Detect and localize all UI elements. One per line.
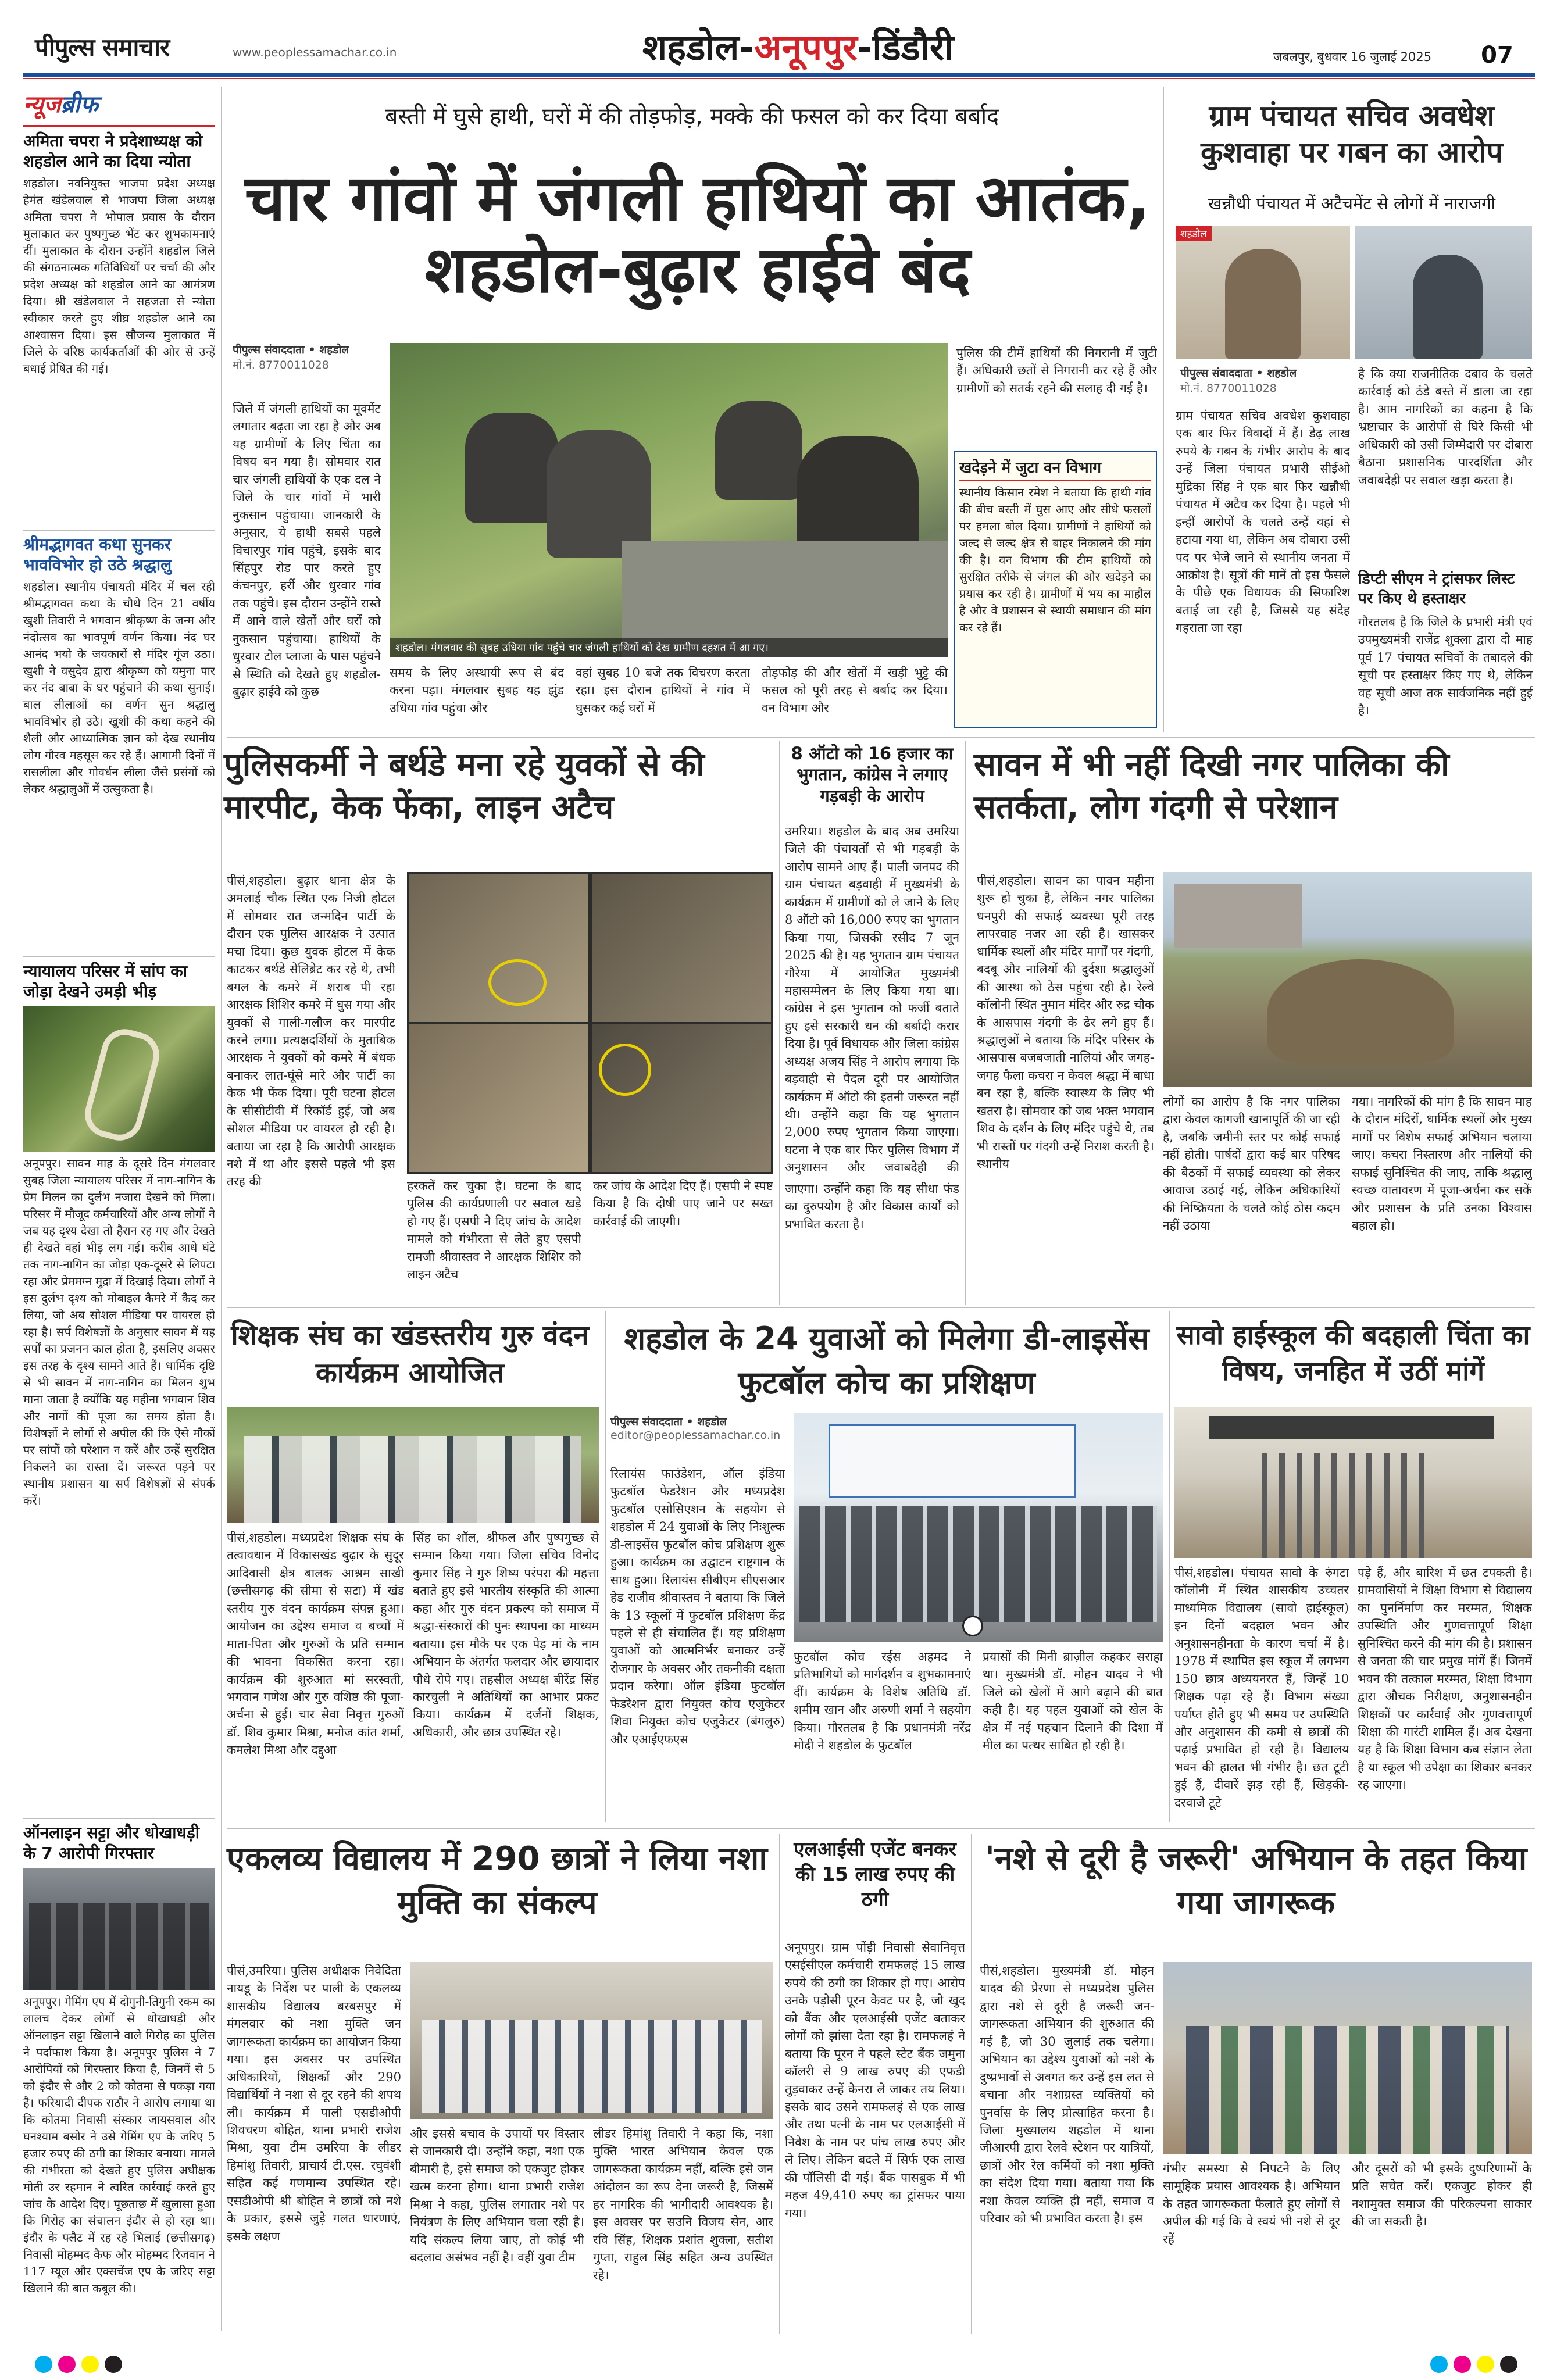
page-number: 07 (1481, 42, 1513, 69)
brief-item (23, 1818, 215, 2331)
footer-registration-bar (0, 2349, 1557, 2380)
shikshak-col1: पीसं,शहडोल। मध्यप्रदेश शिक्षक संघ के तत्वावधान में विकासखंड बुढ़ार के सुदूर आदिवासी क्षेत्र बालक आश्रम साखी (छत्तीसगढ़ की सीमा से सटा) में खंड स्तरीय गुरु वंदन कार्यक्रम संपन्न हुआ। आयोजन का उद्देश्य समाज व बच्चों में माता-पिता और गुरुओं के प्रति सम्मान की भावना विकसित करना रहा। कार्यक्रम की शुरुआत मां सरस्वती, भगवान गणेश और गुरु वशिष्ठ की पूजा-अर्चना से हुई। चार सेवा निवृत्त गुरुओं डॉ. शिव कुमार मिश्रा, मनोज कांत शर्मा, कमलेश मिश्रा और दद्दुआ (227, 1531, 404, 1757)
railway-awareness-photo[interactable] (1163, 1962, 1532, 2154)
brief-text: शहडोल। स्थानीय पंचायती मंदिर में चल रही श्रीमद्भागवत कथा के चौथे दिन 21 वर्षीय खुशी तिवारी ने भगवान श्रीकृष्ण के जन्म और नंदोत्सव का भावपूर्ण वर्णन किया। नंद घर आनंद भयो के जयकारों से मंदिर गूंज उठा। खुशी ने वसुदेव द्वारा श्रीकृष्ण को यमुना पार कर नंद बाबा के घर पहुंचाने की कथा सुनाई। बाल लीलाओं का वर्णन सुन श्रद्धालु भावविभोर हो उठे। खुशी की कथा कहने की शैली और आध्यात्मिक ज्ञान को देख स्थानीय लोग गौरव महसूस कर रहे हैं। आगामी दिनों में रासलीला और गोवर्धन लीला जैसे प्रसंगों को लेकर श्रद्धालुओं में उत्सुकता है। (23, 580, 215, 796)
sawan-col1: पीसं,शहडोल। सावन का पावन महीना शुरू हो चुका है, लेकिन नगर पालिका धनपुरी की सफाई व्यवस्था पूरी तरह लापरवाह नजर आ रही है। खासकर धार्मिक स्थलों और मंदिर मार्गों पर गंदगी, बदबू और नालियों की दुर्दशा श्रद्धालुओं की आस्था को ठेस पहुंचा रही है। रेल्वे कॉलोनी स्थित नुमान मंदिर और रुद्र चौक के आसपास गंदगी के ढेर लगे हुए हैं। श्रद्धालुओं ने बताया कि मंदिर परिसर के आसपास बजबजाती नालियां और जगह-जगह फैला कचरा न केवल श्रद्धा में बाधा बन रहा है, बल्कि स्वास्थ्य के लिए भी खतरा है। सोमवार को जब भक्त भगवान शिव के दर्शन के लिए मंदिर पहुंचे थे, तब भी रास्तों पर गंदगी उन्हें निराश करती है। स्थानीय (977, 874, 1154, 1171)
section-divider (227, 1828, 1535, 1829)
secretary-byline (1180, 365, 1349, 395)
congress-col2: जाएगा। उन्होंने कहा कि यह सीधा फंड का दुरुपयोग है और विकास कार्यों को प्रभावित करता है। (785, 1182, 959, 1231)
news-brief-label (23, 87, 215, 119)
elephant-2 (547, 430, 651, 558)
football-team-photo[interactable] (794, 1413, 1163, 1642)
highlight-circle (488, 959, 547, 1006)
elephant-1 (465, 413, 558, 523)
lead-col1: जिले में जंगली हाथियों का मूवमेंट लगातार बढ़ता जा रहा है और अब यह ग्रामीणों के लिए चिंता का विषय बन गया है। सोमवार रात चार जंगली हाथियों के एक दल ने जिले के चार गांवों में भारी नुकसान पहुंचाया। जानकारी के अनुसार, ये हाथी सबसे पहले विचारपुर गांव पहुंचे, इसके बाद सिंहपुर रोड पार करते हुए कंचनपुर, हर्री और धुरवार गांव तक पहुंचे। इस दौरान उन्होंने रास्ते में आने वाले खेतों और घरों को नुकसान पहुंचाया। हाथियों के धुरवार टोल प्लाजा के पास पहुंचने से स्थिति को देखते हुए शहडोल-बुढ़ार हाईवे को कुछ (233, 402, 381, 699)
elephant-photo-caption: शहडोल। मंगलवार की सुबह उधिया गांव पहुंचे चार जंगली हाथियों को देख ग्रामीण दहशत में आ गए। (390, 638, 948, 657)
cctv-photo-grid[interactable] (407, 872, 773, 1174)
elephant-photo[interactable] (390, 343, 948, 657)
nasha-col3: और दूसरों को भी इसके दुष्परिणामों के प्रति सचेत करें। एकजुट होकर ही नशामुक्त समाज की परिकल्पना साकार की जा सकती है। (1352, 2161, 1532, 2229)
students-rows (422, 2020, 762, 2113)
lead-sidebar-headline[interactable]: खदेड़ने में जुटा वन विभाग (959, 456, 1151, 481)
registration-swatch (1454, 2356, 1471, 2373)
football-col1: रिलायंस फाउंडेशन, ऑल इंडिया फुटबॉल फेडरेशन और मध्यप्रदेश फुटबॉल एसोसिएशन के सहयोग से शहडोल में 24 युवाओं के लिए निःशुल्क डी-लाइसेंस फुटबॉल कोच प्रशिक्षण शुरू हुआ। कार्यक्रम का उद्घाटन राष्ट्रगान के साथ हुआ। रिलायंस सीबीएम सीएसआर हेड राजीव श्रीवास्तव ने बताया कि जिले के 13 स्कूलों में फुटबॉल प्रशिक्षण केंद्र पहले से ही संचालित हैं। यह प्रशिक्षण युवाओं को आत्मनिर्भर बनाकर उन्हें रोजगार के अवसर और तकनीकी दक्षता प्रदान करेगा। ऑल इंडिया फुटबॉल फेडरेशन द्वारा नियुक्त कोच एजुकेटर शिवा नियुक्त कोच एजुकेटर (बंगलुरु) और एआईएफएस (610, 1467, 785, 1746)
registration-swatch (58, 2356, 76, 2373)
snake-photo[interactable] (23, 1006, 215, 1152)
elephant-3 (715, 401, 802, 500)
secretary-col2b: गौरतलब है कि जिले के प्रभारी मंत्री एवं उपमुख्यमंत्री राजेंद्र शुक्ला द्वारा दो माह पूर्व 17 पंचायत सचिवों के तबादले की सूची पर हस्ताक्षर किए गए थे, लेकिन वह सूची आज तक सार्वजनिक नहीं हुई है। (1358, 615, 1533, 718)
football-col3: प्रयासों की मिनी ब्राज़ील कहकर सराहा था। मुख्यमंत्री डॉ. मोहन यादव ने भी जिले को खेलों में आगे बढ़ाने की बात कही है। यह पहल युवाओं को खेल के क्षेत्र में नई पहचान दिलाने की दिशा में मील का पत्थर साबित हो रही है। (983, 1650, 1163, 1753)
column-divider (1163, 87, 1164, 732)
police-col2: हरकतें कर चुका है। घटना के बाद पुलिस की कार्यप्रणाली पर सवाल खड़े हो गए हैं। एसपी ने दिए जांच के आदेश मामले को गंभीरता से लेते हुए एसपी रामजी श्रीवास्तव ने आरक्षक शिशिर को लाइन अटैच (407, 1179, 581, 1282)
sawo-col1: पीसं,शहडोल। पंचायत सावो के रुंगटा कॉलोनी में स्थित शासकीय उच्चतर माध्यमिक विद्यालय (सावो हाईस्कूल) इन दिनों बदहाल भवन और अनुशासनहीनता के कारण चर्चा में है। 1978 में स्थापित इस स्कूल में लगभग 150 छात्र अध्ययनरत हैं, जिन्हें 10 शिक्षक पढ़ा रहे हैं। विभाग संख्या पर्याप्त होते हुए भी समय पर उपस्थिति और अनुशासन की कमी से छात्रों की पढ़ाई प्रभावित हो रही है। विद्यालय भवन की हालत भी गंभीर है। छत टूटी हुई हैं, दीवारें झड़ रही हैं, खिड़की-दरवाजे टूटे (1174, 1566, 1349, 1810)
secretary-subhead: खन्नौधी पंचायत में अटैचमेंट से लोगों में नाराजगी (1208, 194, 1496, 213)
school-photo[interactable] (1174, 1407, 1532, 1558)
brief-text: अनूपपुर। सावन माह के दूसरे दिन मंगलवार सुबह जिला न्यायालय परिसर में नाग-नागिन के प्रेम मिलन का दुर्लभ नजारा देखने को मिला। परिसर में मौजूद कर्मचारियों और अन्य लोगों ने जब यह दृश्य देखा तो हैरान रह गए और देखते ही देखते वहां भीड़ लग गई। करीब आधे घंटे तक नाग-नागिन का जोड़ा एक-दूसरे से लिपटा रहा और प्रेममग्न मुद्रा में दिखाई दिया। लोगों ने इस दुर्लभ दृश्य को मोबाइल कैमरे में कैद कर लिया, जो अब सोशल मीडिया पर वायरल हो रहा है। सर्प विशेषज्ञों के अनुसार सावन में यह सर्पों का प्रजनन काल होता है, इसलिए अक्सर इस तरह के दृश्य सामने आते हैं। धार्मिक दृष्टि से भी सावन में नाग-नागिन का मिलन शुभ माना जाता है क्योंकि यह महीना भगवान शिव और नागों की पूजा का समय होता है। विशेषज्ञों ने लोगों से अपील की कि ऐसे मौकों पर सांपों को परेशान न करें और उन्हें सुरक्षित निकलने का रास्ता दें। जरूरत पड़ने पर स्थानीय प्रशासन या सर्प विशेषज्ञों से संपर्क करें। (23, 1156, 215, 1507)
eklavya-col1: पीसं,उमरिया। पुलिस अधीक्षक निवेदिता नायडू के निर्देश पर पाली के एकलव्य शासकीय विद्यालय बरबसपुर में मंगलवार को नशा मुक्ति जन जागरूकता कार्यक्रम का आयोजन किया गया। इस अवसर पर उपस्थित अधिकारियों, शिक्षकों और 290 विद्यार्थियों ने नशा से दूर रहने की शपथ ली। कार्यक्रम में पाली एसडीओपी शिवचरण बोहित, थाना प्रभारी राजेश मिश्रा, युवा टीम उमरिया के लीडर हिमांशु तिवारी, प्राचार्य टी.एस. रघुवंशी सहित कई गणमान्य उपस्थित रहे। एसडीओपी श्री बोहित ने छात्रों को नशे के प्रकार, इससे जुड़े गलत धारणाएं, इसके लक्षण (227, 1964, 401, 2243)
secretary-col1: ग्राम पंचायत सचिव अवधेश कुशवाहा एक बार फिर विवादों में हैं। डेढ़ लाख रुपये के गबन के गंभीर आरोप के बाद उन्हें जिला पंचायत प्रभारी सीईओ मुद्रिका सिंह ने एक बार फिर खन्नौधी पंचायत में अटैच कर दिया है। पहले भी इन्हीं आरोपों के चलते उन्हें वहां से हटाया गया था, लेकिन अब दोबारा उसी पद पर भेजे जाने से स्थानीय जनता में आक्रोश है। सूत्रों की मानें तो इस फैसले के पीछे एक विधायक की सिफारिश बताई जा रही है, जिससे यह संदेह गहराता जा रहा (1176, 409, 1350, 635)
sawo-headline[interactable]: सावो हाईस्कूल की बदहाली चिंता का विषय, जनहित में उठीं मांगें (1176, 1319, 1530, 1387)
office-man-silhouette (1413, 255, 1483, 359)
registration-swatch (1500, 2356, 1517, 2373)
byline-email[interactable]: editor@peoplessamachar.co.in (610, 1429, 781, 1442)
brief-text: अनूपपुर। गेमिंग एप में दोगुनी-तिगुनी रकम का लालच देकर लोगों से धोखाधड़ी और ऑनलाइन सट्टा खिलाने वाले गिरोह का पुलिस ने पर्दाफाश किया है। अनूपपुर पुलिस ने 7 आरोपियों को गिरफ्तार किया है, जिनमें से 5 को इंदौर से और 2 को कोतमा से पकड़ा गया है। फरियादी दीपक राठौर ने आरोप लगाया था कि कोतमा निवासी संस्कार जायसवाल और घनश्याम बसोर ने उसे गेमिंग एप के जरिए 5 हजार रुपए की ठगी का शिकार बनाया। मामले की गंभीरता को देखते हुए पुलिस अधीक्षक मोती उर रहमान ने त्वरित कार्रवाई करते हुए जांच के आदेश दिए। पूछताछ में खुलासा हुआ कि गिरोह का संचालन इंदौर से हो रहा था। इंदौर के फ्लैट में रह रहे भिलाई (छत्तीसगढ़) निवासी मोहम्मद कैफ और मोहम्मद रिजवान ने 117 म्यूल और एक्सचेंज एप के जरिए सट्टा खिलाने की बात कबूल की। (23, 1995, 215, 2295)
eklavya-col2: और इससे बचाव के उपायों पर विस्तार से जानकारी दी। उन्होंने कहा, नशा एक बीमारी है, इसे समाज को एकजुट होकर खत्म करना होगा। थाना प्रभारी राजेश मिश्रा ने कहा, पुलिस लगातार नशे पर नियंत्रण के लिए अभियान चला रही है। यदि संकल्प लिया जाए, तो कोई भी बदलाव असंभव नहीं है। वहीं युवा टीम (410, 2127, 584, 2265)
news-brief-label-red: न्यूज (23, 91, 61, 118)
lead-sidebar-box (954, 451, 1157, 728)
section-divider (227, 737, 1535, 738)
shikshak-headline[interactable]: शिक्षक संघ का खंडस्तरीय गुरु वंदन कार्यक्रम आयोजित (231, 1319, 589, 1389)
people-group (1186, 2026, 1509, 2154)
eklavya-col3: लीडर हिमांशु तिवारी ने कहा कि, नशा मुक्ति भारत अभियान केवल एक जागरूकता कार्यक्रम नहीं, बल्कि इसे जन आंदोलन का रूप देना जरूरी है, जिसमें हर नागरिक की भागीदारी आवश्यक है। इस अवसर पर सउनि विजय सेन, आर रवि सिंह, शिक्षक प्रशांत शुक्ला, सतीश गुप्ता, राहुल सिंह सहित अन्य उपस्थित रहे। (593, 2127, 773, 2282)
eklavya-headline[interactable]: एकलव्य विद्यालय में 290 छात्रों ने लिया नशा मुक्ति का संकल्प (227, 1840, 767, 1922)
secretary-photo-left[interactable] (1176, 226, 1350, 359)
dateline: जबलपुर, बुधवार 16 जुलाई 2025 (1273, 50, 1432, 64)
police-col3: कर जांच के आदेश दिए हैं। एसपी ने स्पष्ट किया है कि दोषी पाए जाने पर सख्त कार्रवाई की जाएगी। (593, 1179, 773, 1228)
byline-number: मो.नं. 8770011028 (233, 359, 329, 371)
lead-col2: समय के लिए अस्थायी रूप से बंद करना पड़ा। मंगलवार सुबह यह झुंड उधिया गांव पहुंचा और (390, 666, 564, 715)
snake-shape (80, 1024, 165, 1145)
football-headline[interactable]: शहडोल के 24 युवाओं को मिलेगा डी-लाइसेंस फुटबॉल कोच का प्रशिक्षण (624, 1320, 1149, 1401)
sawan-headline[interactable]: सावन में भी नहीं दिखी नगर पालिका की सतर्कता, लोग गंदगी से परेशान (974, 746, 1449, 826)
nasha-col1: पीसं,शहडोल। मुख्यमंत्री डॉ. मोहन यादव की प्रेरणा से मध्यप्रदेश पुलिस द्वारा नशे से दूरी है जरूरी जन-जागरूकता अभियान की शुरुआत की गई है, जो 30 जुलाई तक चलेगा। अभियान का उद्देश्य युवाओं को नशे के दुष्प्रभावों से अवगत कर उन्हें इस लत से बचाना और नशाग्रस्त व्यक्तियों को पुनर्वास के लिए प्रोत्साहित करना है। जिला मुख्यालय शहडोल में थाना जीआरपी द्वारा रेलवे स्टेशन पर यात्रियों, छात्रों और रेल कर्मियों को नशा मुक्ति का संदेश दिया गया। बताया गया कि नशा केवल व्यक्ति ही नहीं, समाज व परिवार को भी प्रभावित करता है। इस (980, 1964, 1154, 2226)
byline-name: पीपुल्स संवाददाता • शहडोल (1180, 367, 1297, 380)
column-divider (1169, 1311, 1170, 1822)
newspaper-logo[interactable] (35, 30, 169, 65)
secretary-photo-right[interactable] (1355, 226, 1532, 359)
section-divider (227, 1307, 1535, 1308)
news-brief-column (23, 87, 215, 2331)
nasha-col2: गंभीर समस्या से निपटने के लिए सामूहिक प्रयास आवश्यक है। अभियान के तहत जागरूकता फैलाते हुए लोगों से अपील की गई कि वे स्वयं भी नशे से दूर रहें (1163, 2161, 1340, 2246)
brief-headline[interactable]: न्यायालय परिसर में सांप का जोड़ा देखने उमड़ी भीड़ (23, 962, 188, 1001)
secretary-subheadline[interactable]: डिप्टी सीएम ने ट्रांसफर लिस्ट पर किए थे हस्ताक्षर (1358, 570, 1515, 607)
registration-swatch (1430, 2356, 1448, 2373)
cctv-frame-3 (409, 1024, 588, 1172)
masthead (0, 0, 1557, 76)
masthead-rule (23, 73, 1535, 77)
students-oath-photo[interactable] (410, 1962, 773, 2119)
lic-headline[interactable]: एलआईसी एजेंट बनकर की 15 लाख रुपए की ठगी (794, 1838, 956, 1910)
sawan-col3: गया। नागरिकों की मांग है कि सावन माह के दौरान मंदिरों, धार्मिक स्थलों और मुख्य मार्गों पर विशेष सफाई अभियान चलाया जाए। कचरा निस्तारण और नालियों की सफाई सुनिश्चित की जाए, ताकि श्रद्धालु स्वच्छ वातावरण में पूजा-अर्चना कर सकें और प्रशासन के प्रति उनका विश्वास बहाल हो। (1352, 1095, 1532, 1233)
gate (1262, 1453, 1436, 1558)
football-col2: फुटबॉल कोच रईस अहमद ने प्रतिभागियों को मार्गदर्शन व शुभकामनाएं दीं। कार्यक्रम के विशेष अतिथि डॉ. शमीम खान और अरुणी शर्मा ने सहयोग किया। गौरतलब है कि प्रधानमंत्री नरेंद्र मोदी ने शहडोल के फुटबॉल (794, 1650, 971, 1753)
column-divider (971, 1834, 972, 2334)
police-col1: पीसं,शहडोल। बुढ़ार थाना क्षेत्र के अमलाई चौक स्थित एक निजी होटल में सोमवार रात जन्मदिन पार्टी के दौरान एक पुलिस आरक्षक ने उत्पात मचा दिया। कुछ युवक होटल में केक काटकर बर्थडे सेलिब्रेट कर रहे थे, तभी बगल के कमरे में शराब पी रहा आरक्षक शिशिर कमरे में घुस गया और युवकों से गाली-गलौज कर मारपीट करने लगा। प्रत्यक्षदर्शियों के मुताबिक आरक्षक ने युवकों को कमरे में बंधक बनाकर लात-घूंसे मारे और पार्टी का केक भी फेंक दिया। पूरी घटना होटल के सीसीटीवी में रिकॉर्ड हुई, जो अब सोशल मीडिया पर वायरल हो रही है। बताया जा रहा है कि आरोपी आरक्षक नशे में था और इससे पहले भी इस तरह की (227, 874, 395, 1189)
brief-headline[interactable]: ऑनलाइन सट्टा और धोखाधड़ी के 7 आरोपी गिरफ्तार (23, 1823, 200, 1863)
tree-planting-photo[interactable] (227, 1407, 599, 1523)
lead-sidebar-text: स्थानीय किसान रमेश ने बताया कि हाथी गांव की बीच बस्ती में घुस आए और सीधे फसलों पर हमला बोल दिया। ग्रामीणों ने हाथियों को जल्द से जल्द क्षेत्र से बाहर निकालने की मांग की है। वन विभाग की टीम हाथियों को सुरक्षित तरीके से जंगल की ओर खदेड़ने का प्रयास कर रही है। ग्रामीणों में भय का माहौल है और वे प्रशासन से स्थायी समाधान की मांग कर रहे हैं। (959, 485, 1151, 634)
column-divider (605, 1311, 606, 1822)
registration-swatch (1477, 2356, 1494, 2373)
lead-col4: तोड़फोड़ की और खेतों में खड़ी भुट्टे की फसल को पूरी तरह से बर्बाद कर दिया। वन विभाग और (762, 666, 948, 715)
secretary-col2: है कि क्या राजनीतिक दबाव के चलते कार्रवाई को ठंडे बस्ते में डाला जा रहा है। आम नागरिकों का कहना है कि भ्रष्टाचार के आरोपों से घिरे किसी भी अधिकारी को उसी जिम्मेदारी पर दोबारा बैठाना प्रशासनिक पारदर्शिता और जवाबदेही पर सवाल खड़ा करता है। (1358, 367, 1533, 487)
garbage-heap (1267, 959, 1454, 1064)
man-silhouette (1225, 249, 1301, 359)
group-silhouettes (244, 1436, 581, 1523)
congress-col1: उमरिया। शहडोल के बाद अब उमरिया जिले की पंचायतों से भी गड़बड़ी के आरोप सामने आए हैं। पाली जनपद की ग्राम पंचायत बड़वाही में मुख्यमंत्री के कार्यक्रम में ग्रामीणों को ले जाने के लिए 8 ऑटो को 16,000 रुपए का भुगतान किया गया, जिसकी रसीद 7 जून 2025 की है। यह भुगतान ग्राम पंचायत गौरेया में आयोजित मुख्यमंत्री महासम्मेलन के लिए किया गया था। कांग्रेस ने इस भुगतान को फर्जी बताते हुए इसे सरकारी धन की बर्बादी करार दिया है। पूर्व विधायक और जिला कांग्रेस अध्यक्ष अजय सिंह ने आरोप लगाया कि बड़वाही से पैदल दूरी पर आयोजित कार्यक्रम में ऑटो की इतनी जरूरत नहीं थी। उन्होंने कहा कि यह भुगतान 2,000 रुपए भुगतान किया जाएगा। घटना ने एक बार फिर पुलिस विभाग में अनुशासन और जवाबदेही की (785, 824, 959, 1175)
secretary-headline[interactable]: ग्राम पंचायत सचिव अवधेश कुशवाहा पर गबन का आरोप (1201, 99, 1503, 169)
lead-kicker: बस्ती में घुसे हाथी, घरों में की तोड़फोड़, मक्के की फसल को कर दिया बर्बाद (385, 103, 999, 130)
football-byline (610, 1414, 785, 1442)
accused-photo[interactable] (23, 1868, 215, 1990)
byline-name: पीपुल्स संवाददाता • शहडोल (233, 344, 349, 356)
building-shape (1174, 884, 1302, 948)
lead-col3: वहां सुबह 10 बजे तक विचरण करता रहा। इस दौरान हाथियों ने गांव में घुसकर कई घरों में (576, 666, 750, 715)
byline-number: मो.नं. 8770011028 (1180, 382, 1277, 395)
brief-item (23, 956, 215, 1812)
lead-byline (233, 342, 384, 372)
brief-headline[interactable]: अमिता चपरा ने प्रदेशाध्यक्ष को शहडोल आने का दिया न्योता (23, 131, 203, 171)
section-title (642, 22, 954, 71)
section-title-anuppur: अनूपपुर (754, 26, 858, 69)
players-row (799, 1506, 1157, 1622)
registration-swatch (81, 2356, 99, 2373)
highlight-circle (599, 1044, 651, 1096)
news-brief-label-blue: ब्रीफ (60, 91, 98, 118)
congress-headline[interactable]: 8 ऑटो को 16 हजार का भुगतान, कांग्रेस ने लगाए गड़बड़ी के आरोप (791, 744, 954, 806)
nasha-headline[interactable]: 'नशे से दूरी है जरूरी' अभियान के तहत किया गया जागरूक (984, 1840, 1527, 1922)
column-divider (221, 87, 222, 2331)
masthead-rule-thin (23, 78, 1535, 79)
brief-text: शहडोल। नवनियुक्त भाजपा प्रदेश अध्यक्ष हेमंत खंडेलवाल से भाजपा जिला अध्यक्ष अमिता चपरा ने भोपाल प्रवास के दौरान मुलाकात कर पुष्पगुच्छ भेंट कर शुभकामनाएं दीं। मुलाकात के दौरान उन्होंने शहडोल जिले की संगठनात्मक गतिविधियों पर चर्चा की और प्रदेश अध्यक्ष को शहडोल आने का आमंत्रण दिया। श्री खंडेलवाल ने सहजता से न्योता स्वीकार करते हुए शीघ्र शहडोल आने का आश्वासन दिया। इस सौजन्य मुलाकात में जिले के वरिष्ठ कार्यकर्ताओं की ओर से उन्हें बधाई प्रेषित की गई। (23, 176, 215, 376)
shikshak-col2: सिंह का शॉल, श्रीफल और पुष्पगुच्छ से सम्मान किया गया। जिला सचिव विनोद कुमार सिंह ने गुरु शिष्य परंपरा की महत्ता बताते हुए इसे भारतीय संस्कृति की आत्मा कहा और गुरु वंदन प्रकल्प को समाज में श्रद्धा-संस्कारों की पुनः स्थापना का माध्यम बताया। इस मौके पर एक पेड़ मां के नाम अभियान के अंतर्गत फलदार और छायादार पौधे रोपे गए। तहसील अध्यक्ष बीरेंद्र सिंह कारचुली ने अतिथियों का आभार प्रकट किया। कार्यक्रम में दर्जनों शिक्षक, अधिकारी, और छात्र उपस्थित रहे। (413, 1531, 599, 1739)
registration-swatch (35, 2356, 52, 2373)
website-url[interactable]: www.peoplessamachar.co.in (233, 45, 397, 59)
brief-item (23, 125, 215, 524)
section-title-dindori: -डिंडौरी (857, 26, 954, 69)
registration-swatch (105, 2356, 122, 2373)
school-sign (1209, 1416, 1494, 1439)
photo-location-tag: शहडोल (1176, 226, 1212, 241)
sawan-col2: लोगों का आरोप है कि नगर पालिका द्वारा केवल कागजी खानापूर्ति की जा रही है, जबकि जमीनी स्तर पर कोई सफाई नहीं होती। पार्षदों द्वारा कई बार परिषद की बैठकों में सफाई व्यवस्था को लेकर आवाज उठाई गई, लेकिन अधिकारियों की निष्क्रियता के चलते कोई ठोस कदम नहीं उठाया (1163, 1095, 1340, 1233)
lic-col1: अनूपपुर। ग्राम पोंड़ी निवासी सेवानिवृत्त एसईसीएल कर्मचारी रामफलहं 15 लाख रुपये की ठगी का शिकार हो गए। आरोप उनके पड़ोसी पूरन केवट पर है, जो खुद को बैंक और एलआईसी एजेंट बताकर लोगों को झांसा देता रहा है। रामफलहं ने बताया कि पूरन ने पहले स्टेट बैंक जमुना कॉलरी से 9 लाख रुपए की एफडी तुड़वाकर उन्हें केनरा ले जाकर तय लिया। इसके बाद उसने रामफलहं से एक लाख और तथा पत्नी के नाम पर एलआईसी में निवेश के नाम पर पांच लाख रुपए और ले लिए। लेकिन बदले में सिर्फ एक लाख की पॉलिसी दी गई। बैंक पासबुक में भी महज 49,410 रुपए का ट्रांसफर पाया गया। (785, 1941, 965, 2220)
sawo-col2: पड़े हैं, और बारिश में छत टपकती है। ग्रामवासियों ने शिक्षा विभाग से विद्यालय का पुनर्निर्माण कर मरम्मत, शिक्षक उपस्थिति और गुणवत्तापूर्ण शिक्षा सुनिश्चित करने की मांग की है। प्रशासन से जनता की चार प्रमुख मांगें हैं। जिनमें भवन की तत्काल मरम्मत, शिक्षा विभाग द्वारा औचक निरीक्षण, अनुशासनहीन शिक्षकों पर कार्रवाई और गुणवत्तापूर्ण शिक्षा की गारंटी शामिल हैं। अब देखना यह है कि शिक्षा विभाग कब संज्ञान लेता है या स्कूल भी उपेक्षा का शिकार बनकर रह जाएगा। (1358, 1566, 1532, 1792)
person-silhouettes (29, 1903, 209, 1990)
brief-headline[interactable]: श्रीमद्भागवत कथा सुनकर भावविभोर हो उठे श्रद्धालु (23, 535, 172, 574)
lead-col5: पुलिस की टीमें हाथियों की निगरानी में जुटी हैं। अधिकारी छतों से निगरानी कर रहे हैं और ग्रामीणों को सतर्क रहने की सलाह दी गई है। (956, 346, 1157, 395)
garbage-photo[interactable] (1163, 872, 1532, 1087)
police-headline[interactable]: पुलिसकर्मी ने बर्थडे मना रहे युवकों से की मारपीट, केक फेंका, लाइन अटैच (224, 746, 705, 826)
section-title-shahdol: शहडोल- (642, 26, 755, 69)
logo-text: पीपुल्स समाचार (35, 33, 170, 62)
cctv-frame-2 (592, 874, 771, 1022)
banner (829, 1424, 1076, 1498)
column-divider (965, 741, 966, 1305)
lead-headline[interactable]: चार गांवों में जंगली हाथियों का आतंक, शहडोल-बुढ़ार हाईवे बंद (245, 161, 1151, 308)
column-divider (779, 1834, 780, 2334)
byline-name: पीपुल्स संवाददाता • शहडोल (610, 1416, 727, 1428)
column-divider (779, 741, 780, 1305)
brief-item (23, 530, 215, 950)
football-ball (962, 1616, 983, 1636)
